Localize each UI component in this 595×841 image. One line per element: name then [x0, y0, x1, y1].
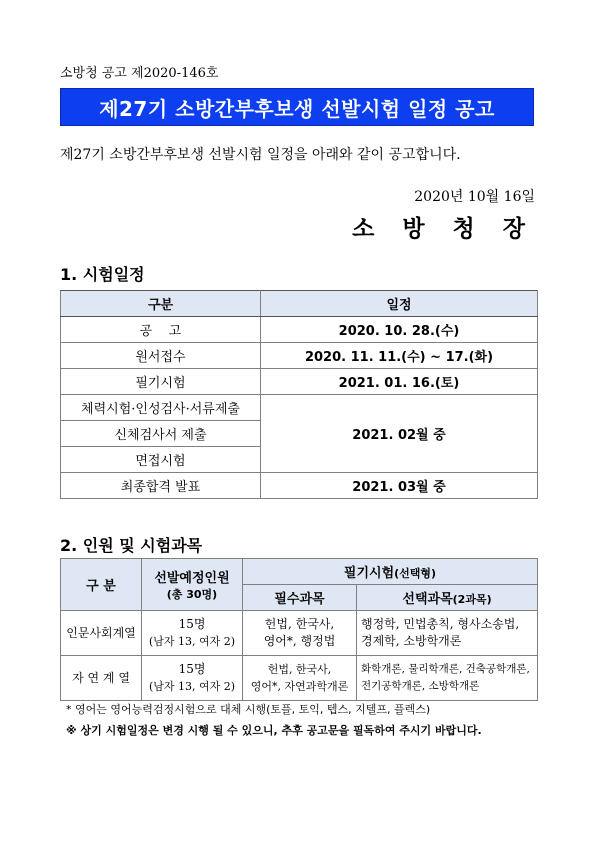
title-banner [60, 88, 534, 126]
row-breakdown: (남자 13, 여자 2) [148, 680, 236, 693]
row-required-line: 영어*, 자연과학개론 [250, 680, 349, 693]
header-schedule: 일정 [261, 291, 538, 317]
row-required-line: 헌법, 한국사, [264, 617, 335, 631]
subjects-table [60, 558, 538, 701]
row-label: 원서접수 [61, 343, 261, 369]
header-planned-total: (총 30명) [166, 588, 218, 601]
row-category: 자 연 계 열 [61, 656, 142, 701]
header-written-sub: (선택형) [394, 567, 437, 580]
row-required [243, 656, 357, 701]
table-row [61, 369, 538, 395]
table-row [61, 656, 538, 701]
table-row [61, 317, 538, 343]
row-required-line: 영어*, 행정법 [263, 634, 336, 648]
row-required-line: 헌법, 한국사, [267, 663, 332, 676]
row-elective-line: 경제학, 소방학개론 [361, 634, 462, 648]
header-written-exam [243, 559, 538, 585]
header-category: 구분 [61, 291, 261, 317]
table-row [61, 395, 538, 421]
header-category: 구 분 [61, 559, 142, 611]
footnote-english: * 영어는 영어능력검정시험으로 대체 시행(토플, 토익, 텝스, 지텔프, 플렉스) [66, 703, 431, 716]
row-date: 2021. 03월 중 [261, 473, 538, 499]
notice-date: 2020년 10월 16일 [414, 189, 535, 205]
row-elective-line: 행정학, 민법총칙, 형사소송법, [361, 617, 520, 631]
table-row [61, 343, 538, 369]
notice-number: 소방청 공고 제2020-146호 [60, 66, 219, 81]
header-planned-label: 선발예정인원 [154, 571, 230, 586]
row-count: 15명 [178, 662, 206, 676]
row-label: 신체검사서 제출 [61, 421, 261, 447]
signer: 소 방 청 장 [352, 215, 535, 242]
row-label: 면접시험 [61, 447, 261, 473]
table-row [61, 473, 538, 499]
header-elective-label: 선택과목 [402, 592, 453, 607]
page-title: 제27기 소방간부후보생 선발시험 일정 공고 [99, 96, 495, 121]
header-planned [142, 559, 243, 611]
row-label: 필기시험 [61, 369, 261, 395]
schedule-table [60, 290, 538, 499]
row-date: 2020. 11. 11.(수) ~ 17.(화) [261, 343, 538, 369]
row-required [243, 611, 357, 656]
section-heading-subjects: 2. 인원 및 시험과목 [60, 536, 203, 555]
row-label: 최종합격 발표 [61, 473, 261, 499]
intro-text: 제27기 소방간부후보생 선발시험 일정을 아래와 같이 공고합니다. [60, 147, 461, 163]
header-elective-sub: (2과목) [452, 593, 492, 606]
header-elective [357, 585, 538, 611]
row-elective-line: 전기공학개론, 소방학개론 [361, 680, 480, 692]
row-category: 인문사회계열 [61, 611, 142, 656]
header-required: 필수과목 [243, 585, 357, 611]
table-row [61, 611, 538, 656]
row-date: 2020. 10. 28.(수) [261, 317, 538, 343]
row-label: 공 고 [61, 317, 261, 343]
row-elective [357, 611, 538, 656]
row-date: 2021. 01. 16.(토) [261, 369, 538, 395]
row-label: 체력시험·인성검사·서류제출 [61, 395, 261, 421]
table-header-row [61, 559, 538, 585]
footnote-schedule-change: ※ 상기 시험일정은 변경 시행 될 수 있으니, 추후 공고문을 필독하여 주시기 바랍니다. [66, 724, 482, 737]
row-elective [357, 656, 538, 701]
row-elective-line: 화학개론, 물리학개론, 건축공학개론, [361, 663, 530, 675]
table-header-row [61, 291, 538, 317]
row-planned [142, 656, 243, 701]
section-heading-schedule: 1. 시험일정 [60, 265, 145, 284]
row-count: 15명 [178, 617, 206, 631]
row-breakdown: (남자 13, 여자 2) [148, 635, 236, 648]
row-date: 2021. 02월 중 [261, 395, 538, 473]
row-planned [142, 611, 243, 656]
header-written-label: 필기시험 [343, 566, 395, 581]
